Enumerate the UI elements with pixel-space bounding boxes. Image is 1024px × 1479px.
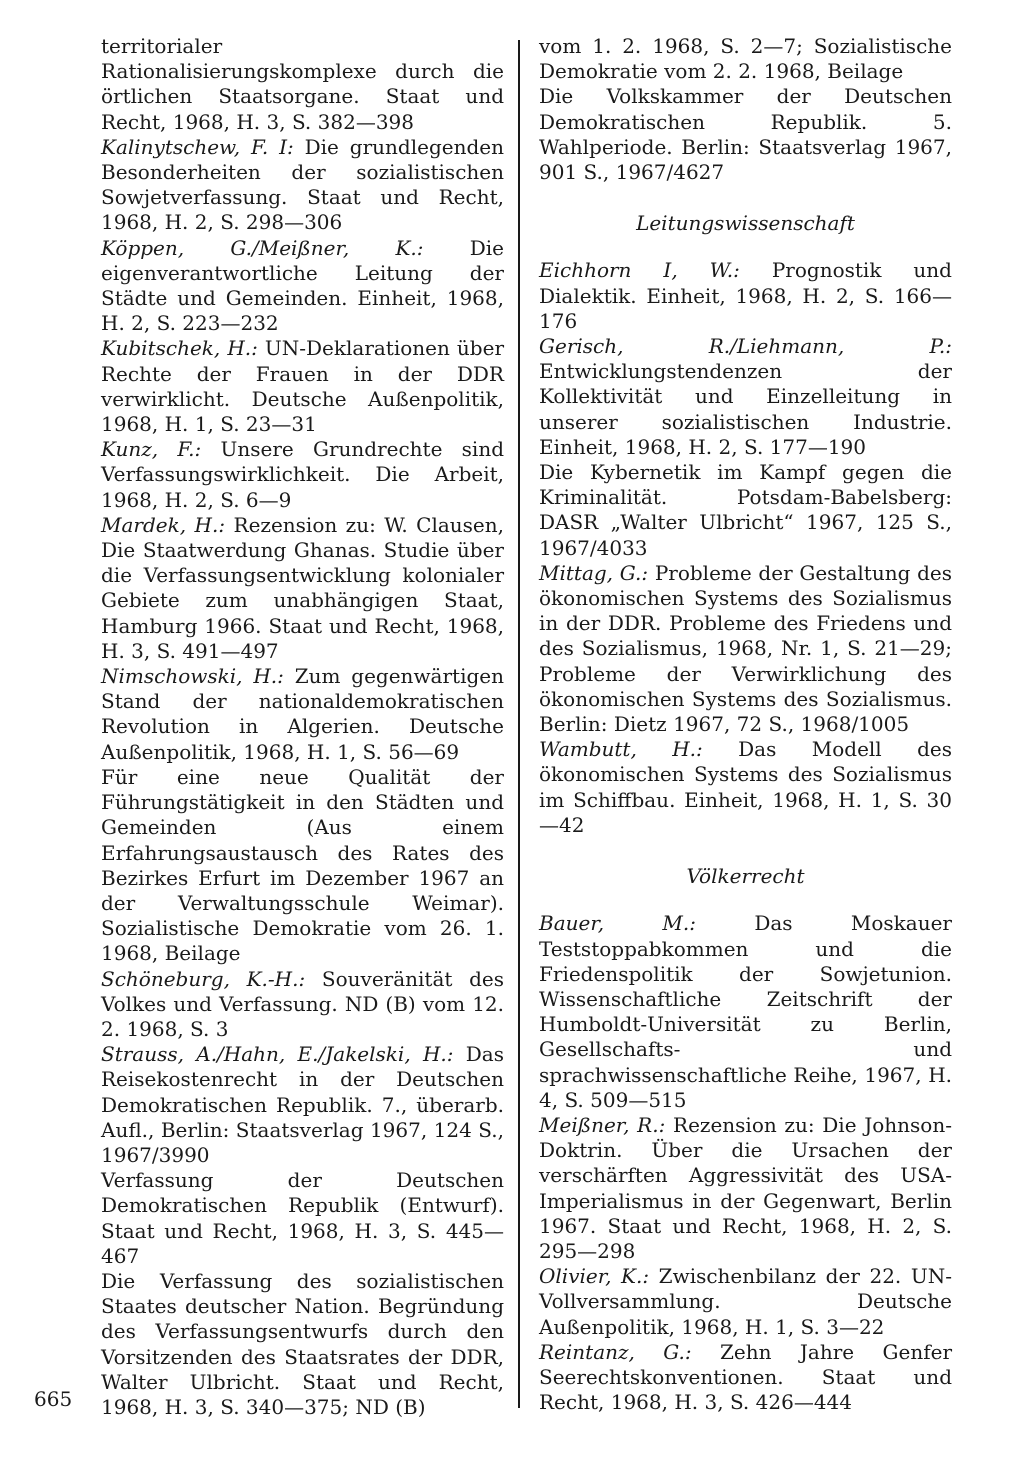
right-column bbox=[539, 34, 952, 1415]
entry-text: Unsere Grundrechte sind Verfassungswirklichkeit. Die Arbeit, 1968, H. 2, S. 6—9 bbox=[101, 437, 505, 512]
entry-text: Die Verfassung des sozialistischen Staates deutscher Nation. Begründung des Verfassungsentwurfs durch den Vorsitzenden des Staatsrates der DDR, Walter Ulbricht. Staat und Recht, 1968, H. 3, S. 340—375; ND (B) bbox=[101, 1268, 504, 1419]
bib-entry bbox=[101, 1269, 504, 1420]
entry-text: Prognostik und Dialektik. Einheit, 1968, H. 2, S. 166—176 bbox=[539, 258, 952, 333]
bib-entry bbox=[101, 664, 504, 765]
entry-text: Das Moskauer Teststoppabkommen und die Friedenspolitik der Sowjetunion. Wissenschaftliche Zeitschrift der Humboldt-Universität zu Berlin, Gesellschafts- und sprachwissenschaftliche Reihe, 1967, H. 4, S. 509—515 bbox=[539, 911, 952, 1112]
bib-entry bbox=[101, 336, 504, 437]
bib-entry bbox=[101, 1042, 504, 1168]
bib-entry bbox=[101, 34, 504, 135]
entry-author: Gerisch, R./Liehmann, P.: bbox=[539, 334, 952, 359]
entry-author: Reintanz, G.: bbox=[539, 1339, 692, 1364]
left-column bbox=[101, 34, 504, 1420]
entry-author: Strauss, A./Hahn, E./Jakelski, H.: bbox=[101, 1042, 454, 1067]
entry-text: vom 1. 2. 1968, S. 2—7; Sozialistische Demokratie vom 2. 2. 1968, Beilage bbox=[539, 34, 952, 84]
bib-entry bbox=[539, 460, 952, 561]
entry-author: Bauer, M.: bbox=[539, 911, 696, 936]
bib-entry bbox=[101, 1168, 504, 1269]
bib-entry bbox=[539, 1264, 952, 1340]
entry-text: Das Reisekostenrecht in der Deutschen Demokratischen Republik. 7., überarb. Aufl., Berlin: Staatsverlag 1967, 124 S., 1967/3990 bbox=[101, 1042, 504, 1167]
entry-text: Verfassung der Deutschen Demokratischen Republik (Entwurf). Staat und Recht, 1968, H. 3, S. 445—467 bbox=[101, 1168, 504, 1268]
bib-entry bbox=[101, 765, 504, 967]
entry-author: Kunz, F.: bbox=[101, 437, 202, 462]
bib-entry bbox=[539, 334, 952, 460]
section-heading: Völkerrecht bbox=[686, 864, 805, 889]
entry-author: Eichhorn I, W.: bbox=[539, 258, 740, 283]
entry-author: Olivier, K.: bbox=[539, 1264, 650, 1289]
bib-entry bbox=[539, 34, 952, 84]
entry-text: Entwicklungstendenzen der Kollektivität und Einzelleitung in unserer sozialistischen Industrie. Einheit, 1968, H. 2, S. 177—190 bbox=[539, 359, 952, 459]
entry-author: Kalinytschew, F. I: bbox=[101, 134, 294, 159]
entry-author: Kubitschek, H.: bbox=[101, 336, 258, 361]
entry-author: Nimschowski, H.: bbox=[101, 664, 284, 689]
entry-text: Für eine neue Qualität der Führungstätigkeit in den Städten und Gemeinden (Aus einem Erfahrungsaustausch des Rates des Bezirkes Erfurt im Dezember 1967 an der Verwaltungsschule Weimar). Sozialistische Demokratie vom 26. 1. 1968, Beilage bbox=[101, 764, 504, 966]
bib-entry bbox=[101, 236, 504, 337]
column-divider bbox=[518, 40, 520, 1408]
entry-text: Rezension zu: W. Clausen, Die Staatwerdung Ghanas. Studie über die Verfassungsentwicklung kolonialer Gebiete zum unabhängigen Staat, Hamburg 1966. Staat und Recht, 1968, H. 3, S. 491—497 bbox=[101, 512, 504, 663]
entry-text: Die Kybernetik im Kampf gegen die Kriminalität. Potsdam-Babelsberg: DASR „Walter Ulbricht“ 1967, 125 S., 1967/4033 bbox=[539, 460, 952, 560]
entry-author: Schöneburg, K.-H.: bbox=[101, 966, 306, 991]
bib-entry bbox=[539, 561, 952, 737]
bib-entry bbox=[539, 84, 952, 185]
entry-author: Wambutt, H.: bbox=[539, 737, 703, 762]
entry-text: Souveränität des Volkes und Verfassung. ND (B) vom 12. 2. 1968, S. 3 bbox=[101, 966, 504, 1041]
entry-text: Zwischenbilanz der 22. UN-Vollversammlung. Deutsche Außenpolitik, 1968, H. 1, S. 3—22 bbox=[539, 1264, 952, 1339]
entry-author: Mardek, H.: bbox=[101, 512, 226, 537]
entry-text: Zum gegenwärtigen Stand der nationaldemokratischen Revolution in Algerien. Deutsche Außenpolitik, 1968, H. 1, S. 56—69 bbox=[101, 664, 504, 764]
entry-text: Zehn Jahre Genfer Seerechtskonventionen. Staat und Recht, 1968, H. 3, S. 426—444 bbox=[539, 1339, 953, 1415]
entry-text: UN-Deklarationen über Rechte der Frauen in der DDR verwirklicht. Deutsche Außenpolitik, 1968, H. 1, S. 23—31 bbox=[101, 336, 504, 437]
entry-text: Die eigenverantwortliche Leitung der Städte und Gemeinden. Einheit, 1968, H. 2, S. 223—232 bbox=[101, 235, 504, 336]
entry-author: Meißner, R.: bbox=[539, 1112, 666, 1137]
entry-text: Rezension zu: Die Johnson-Doktrin. Über die Ursachen der verschärften Aggressivität des USA-Imperialismus in der Gegenwart, Berlin 1967. Staat und Recht, 1968, H. 2, S. 295—298 bbox=[539, 1112, 952, 1263]
bib-entry bbox=[101, 437, 504, 513]
bib-entry bbox=[101, 135, 504, 236]
page-number: 665 bbox=[34, 1387, 73, 1411]
entry-text: territorialer Rationalisierungskomplexe durch die örtlichen Staatsorgane. Staat und Recht, 1968, H. 3, S. 382—398 bbox=[101, 34, 504, 134]
entry-text: Die grundlegenden Besonderheiten der sozialistischen Sowjetverfassung. Staat und Recht, 1968, H. 2, S. 298—306 bbox=[101, 134, 504, 235]
bib-entry bbox=[539, 1340, 952, 1416]
bib-entry bbox=[539, 737, 952, 838]
entry-text: Probleme der Gestaltung des ökonomischen Systems des Sozialismus in der DDR. Probleme des Friedens und des Sozialismus, 1968, Nr. 1, S. 21—29; Probleme der Verwirklichung des ökonomischen Systems des Sozialismus. Berlin: Dietz 1967, 72 S., 1968/1005 bbox=[539, 560, 952, 737]
entry-text: Das Modell des ökonomischen Systems des Sozialismus im Schiffbau. Einheit, 1968, H. 1, S. 30—42 bbox=[539, 737, 952, 837]
bib-entry bbox=[539, 1113, 952, 1264]
bib-entry bbox=[101, 513, 504, 664]
entry-author: Mittag, G.: bbox=[539, 560, 649, 585]
section-heading: Leitungswissenschaft bbox=[636, 211, 855, 236]
entry-author: Köppen, G./Meißner, K.: bbox=[101, 235, 424, 260]
bib-entry bbox=[539, 911, 952, 1113]
bib-entry bbox=[539, 258, 952, 334]
bib-entry bbox=[101, 967, 504, 1043]
entry-text: Die Volkskammer der Deutschen Demokratischen Republik. 5. Wahlperiode. Berlin: Staatsverlag 1967, 901 S., 1967/4627 bbox=[539, 84, 952, 185]
